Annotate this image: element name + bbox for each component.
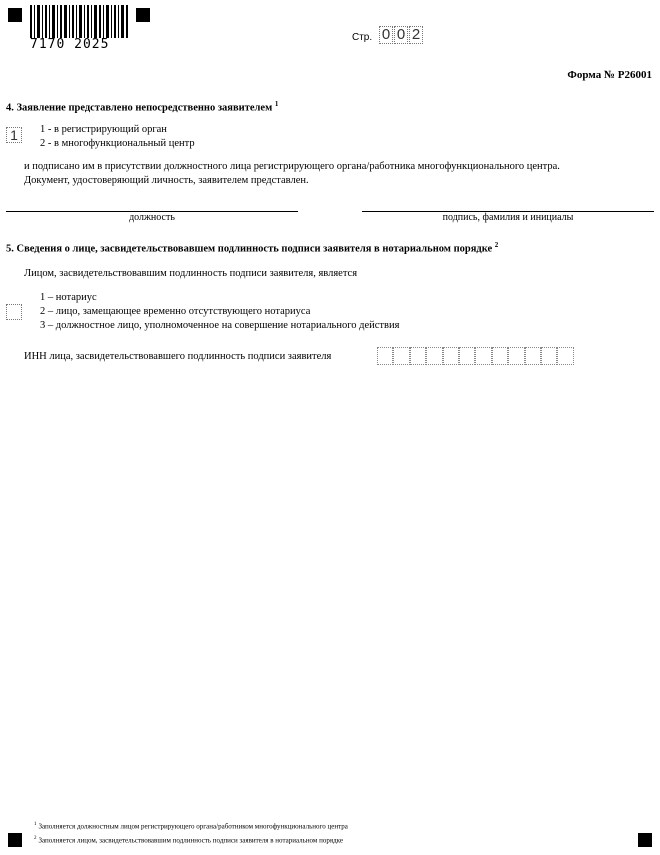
inn-digit-cell[interactable] — [426, 347, 442, 365]
section-4-option-2: 2 - в многофункциональный центр — [40, 138, 195, 149]
page-number-cells — [379, 26, 424, 44]
inn-digit-cell[interactable] — [508, 347, 524, 365]
footnote-1-text: Заполняется должностным лицом регистрирующего органа/работником многофункционального центра — [38, 822, 348, 831]
inn-digit-cell[interactable] — [492, 347, 508, 365]
footnote-2 — [34, 836, 343, 844]
section-5-intro: Лицом, засвидетельствовавшим подлинность подписи заявителя, является — [24, 268, 358, 279]
signature-label: подпись, фамилия и инициалы — [442, 212, 574, 223]
section-4-choice-box[interactable]: 1 — [6, 127, 22, 143]
form-number: Форма № Р26001 — [567, 69, 652, 81]
section-5-title-text: 5. Сведения о лице, засвидетельствовавшем подлинность подписи заявителя в нотариальном порядке — [6, 243, 493, 255]
inn-input-cells — [377, 347, 574, 365]
inn-digit-cell[interactable] — [557, 347, 573, 365]
inn-digit-cell[interactable] — [377, 347, 393, 365]
corner-marker-bottom-right — [638, 833, 652, 847]
barcode-bars — [30, 5, 130, 41]
inn-digit-cell[interactable] — [525, 347, 541, 365]
inn-digit-cell[interactable] — [475, 347, 491, 365]
corner-marker-top-left — [8, 8, 22, 22]
position-label: должность — [129, 212, 175, 223]
section-5-choice-box[interactable] — [6, 304, 22, 320]
page-digit-cell[interactable]: 0 — [379, 26, 393, 44]
page-label: Стр. — [352, 32, 373, 43]
section-4-paragraph-line2: Документ, удостоверяющий личность, заявителем представлен. — [24, 175, 309, 186]
inn-digit-cell[interactable] — [393, 347, 409, 365]
barcode-number: 7170 2025 — [30, 38, 130, 52]
footnote-1 — [34, 822, 348, 830]
footnote-1-number: 1 — [34, 822, 37, 827]
section-5-option-2: 2 – лицо, замещающее временно отсутствующего нотариуса — [40, 306, 311, 317]
section-5-option-1: 1 – нотариус — [40, 292, 97, 303]
section-5-title — [6, 241, 498, 255]
inn-digit-cell[interactable] — [541, 347, 557, 365]
inn-digit-cell[interactable] — [410, 347, 426, 365]
corner-marker-bottom-left — [8, 833, 22, 847]
inn-digit-cell[interactable] — [459, 347, 475, 365]
inn-digit-cell[interactable] — [443, 347, 459, 365]
corner-marker-top-right — [136, 8, 150, 22]
section-4-footnote-ref: 1 — [274, 100, 279, 108]
section-5-option-3: 3 – должностное лицо, уполномоченное на совершение нотариального действия — [40, 320, 400, 331]
footnote-2-text: Заполняется лицом, засвидетельствовавшим подлинность подписи заявителя в нотариальном порядке — [38, 836, 343, 845]
section-4-title — [6, 100, 278, 114]
inn-label: ИНН лица, засвидетельствовавшего подлинность подписи заявителя — [24, 351, 332, 362]
page-digit-cell[interactable]: 2 — [409, 26, 423, 44]
barcode — [30, 5, 130, 53]
page-digit-cell[interactable]: 0 — [394, 26, 408, 44]
section-4-paragraph-line1: и подписано им в присутствии должностного лица регистрирующего органа/работника многофункционального центра. — [24, 161, 560, 172]
section-4-option-1: 1 - в регистрирующий орган — [40, 124, 167, 135]
section-4-title-text: 4. Заявление представлено непосредственно заявителем — [6, 102, 273, 114]
footnote-2-number: 2 — [34, 836, 37, 841]
section-5-footnote-ref: 2 — [494, 241, 499, 249]
